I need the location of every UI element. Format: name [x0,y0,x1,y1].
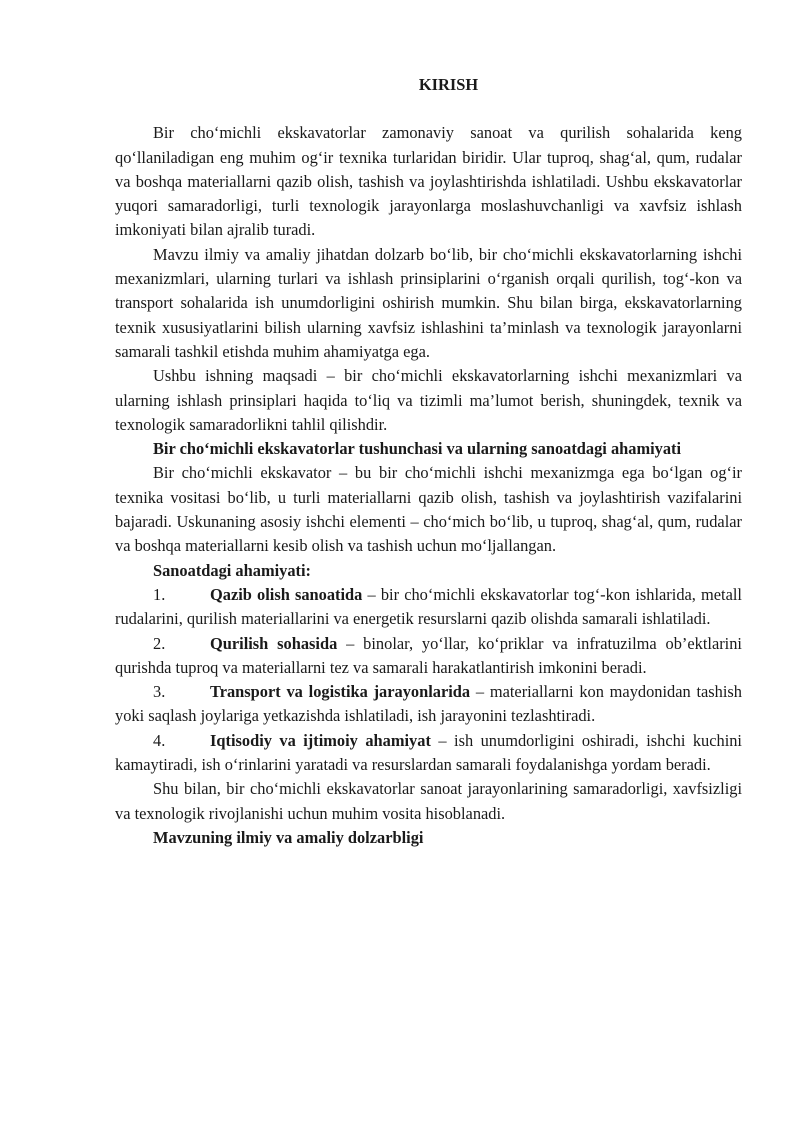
list-item [115,583,742,632]
list-item-number: 3. [153,682,166,702]
section-heading-relevance: Mavzuning ilmiy va amaliy dolzarbligi [153,827,424,847]
document-page [115,73,742,850]
list-item-term: Qazib olish sanoatida [210,584,363,604]
list-item-text: – ish unumdorligini oshiradi, ishchi kuchini kamaytiradi, ish o‘rinlarini yaratadi va resurslardan samarali foydalanishga yordam beradi. [115,730,742,775]
intro-paragraph-3: Ushbu ishning maqsadi – bir cho‘michli ekskavatorlarning ishchi mexanizmlari va ularning ishlash prinsiplari haqida to‘liq va tizimli ma’lumot berish, shuningdek, texnik va texnologik samaradorlikni tahlil qilishdir. [115,366,742,434]
section-paragraph-definition: Bir cho‘michli ekskavator – bu bir cho‘michli ishchi mexanizmga ega bo‘lgan og‘ir texnika vositasi bo‘lib, u turli materiallarni qazib olish, tashish va joylashtirish vazifalarini bajaradi. Uskunaning asosiy ishchi elementi – cho‘mich bo‘lib, u tuproq, shag‘al, qum, rudalar va boshqa materiallarni kesib olish va tashish uchun mo‘ljallangan. [115,463,742,556]
conclusion-paragraph: Shu bilan, bir cho‘michli ekskavatorlar sanoat jarayonlarining samaradorligi, xavfsizligi va texnologik rivojlanishi uchun muhim vosita hisoblanadi. [115,779,742,823]
list-item-number: 2. [153,633,166,653]
list-item-number: 4. [153,730,166,750]
intro-paragraph-1: Bir cho‘michli ekskavatorlar zamonaviy sanoat va qurilish sohalarida keng qo‘llaniladigan eng muhim og‘ir texnika turlaridan biridir. Ular tuproq, shag‘al, qum, rudalar va boshqa materiallarni qazib olish, tashish va joylashtirishda ishlatiladi. Ushbu ekskavatorlar yuqori samaradorligi, turli texnologik jarayonlarga moslashuvchanligi va xavfsiz ishlash imkoniyati bilan ajralib turadi. [115,123,742,240]
list-item-term: Qurilish sohasida [210,633,338,653]
list-item-term: Iqtisodiy va ijtimoiy ahamiyat [210,730,431,750]
list-item-number: 1. [153,584,166,604]
list-item-text: – bir cho‘michli ekskavatorlar tog‘-kon ishlarida, metall rudalarini, qurilish materiallarini va energetik resurslarni qazib olishda samarali ishlatiladi. [115,584,742,629]
importance-heading: Sanoatdagi ahamiyati: [153,560,312,580]
intro-paragraph-2: Mavzu ilmiy va amaliy jihatdan dolzarb bo‘lib, bir cho‘michli ekskavatorlarning ishchi mexanizmlari, ularning turlari va ishlash prinsiplarini o‘rganish orqali qurilish, tog‘-kon va transport sohalarida ish unumdorligini oshirish mumkin. Shu bilan birga, ekskavatorlarning texnik xususiyatlarini bilish ularning xavfsiz ishlashini ta’minlash va texnologik jarayonlarni samarali tashkil etishda muhim ahamiyatga ega. [115,244,742,361]
list-item [115,632,742,681]
list-item-term: Transport va logistika jarayonlarida [210,682,471,702]
list-item-text: – materiallarni kon maydonidan tashish yoki saqlash joylariga yetkazishda ishlatiladi, ish jarayonini tezlashtiradi. [115,682,742,726]
page-title: KIRISH [418,75,479,94]
list-item [115,729,742,778]
list-item [115,680,742,729]
list-item-text: – binolar, yo‘llar, ko‘priklar va infratuzilma ob’ektlarini qurishda tuproq va materiallarni tez va samarali harakatlantirish imkonini beradi. [115,633,742,677]
section-heading-concept: Bir cho‘michli ekskavatorlar tushunchasi va ularning sanoatdagi ahamiyati [153,439,682,459]
